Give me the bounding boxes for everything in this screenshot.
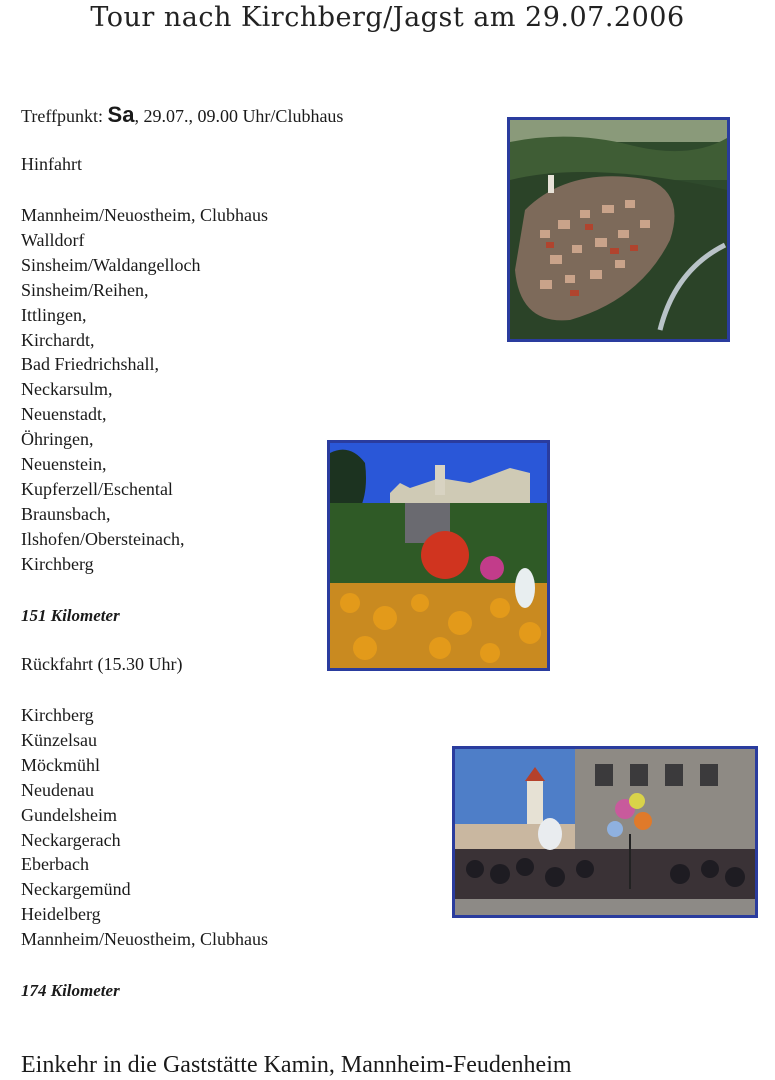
route-stop: Möckmühl — [21, 754, 100, 775]
meeting-point — [21, 102, 343, 129]
outbound-stop-list — [21, 203, 268, 577]
town-aerial-photo — [507, 117, 730, 342]
outbound-distance: 151 Kilometer — [21, 606, 120, 625]
route-stop: Bad Friedrichshall, — [21, 354, 159, 375]
route-stop: Künzelsau — [21, 729, 97, 750]
route-stop: Kupferzell/Eschental — [21, 478, 173, 499]
return-stop-list — [21, 703, 268, 952]
castle-flowers-photo — [327, 440, 550, 671]
route-stop: Mannheim/Neuostheim, Clubhaus — [21, 205, 268, 225]
meeting-details: , 29.07., 09.00 Uhr/Clubhaus — [134, 106, 344, 126]
meeting-day: Sa — [107, 102, 135, 127]
return-distance: 174 Kilometer — [21, 981, 120, 1000]
outbound-heading: Hinfahrt — [21, 154, 82, 174]
footer-note: Einkehr in die Gaststätte Kamin, Mannheim-Feudenheim — [21, 1052, 572, 1078]
route-stop: Kirchberg — [21, 705, 94, 725]
route-stop: Neckargemünd — [21, 879, 131, 900]
route-stop: Neckarsulm, — [21, 379, 113, 400]
route-stop: Kirchardt, — [21, 329, 95, 350]
route-stop: Sinsheim/Waldangelloch — [21, 254, 201, 275]
route-stop: Öhringen, — [21, 429, 94, 450]
route-stop: Eberbach — [21, 854, 89, 875]
market-square-photo — [452, 746, 758, 918]
route-stop: Braunsbach, — [21, 503, 111, 524]
route-stop: Neudenau — [21, 779, 94, 800]
route-stop: Ilshofen/Obersteinach, — [21, 528, 185, 549]
route-stop: Gundelsheim — [21, 804, 117, 825]
return-heading: Rückfahrt (15.30 Uhr) — [21, 654, 183, 674]
route-stop: Walldorf — [21, 229, 85, 250]
route-stop: Neckargerach — [21, 829, 121, 850]
route-stop: Kirchberg — [21, 553, 94, 574]
route-stop: Neuenstein, — [21, 454, 107, 475]
route-stop: Ittlingen, — [21, 304, 87, 325]
route-stop: Sinsheim/Reihen, — [21, 279, 149, 300]
page-title: Tour nach Kirchberg/Jagst am 29.07.2006 — [90, 2, 685, 33]
route-stop: Neuenstadt, — [21, 404, 107, 425]
route-stop: Mannheim/Neuostheim, Clubhaus — [21, 929, 268, 950]
route-stop: Heidelberg — [21, 904, 101, 925]
meeting-prefix: Treffpunkt: — [21, 106, 108, 126]
